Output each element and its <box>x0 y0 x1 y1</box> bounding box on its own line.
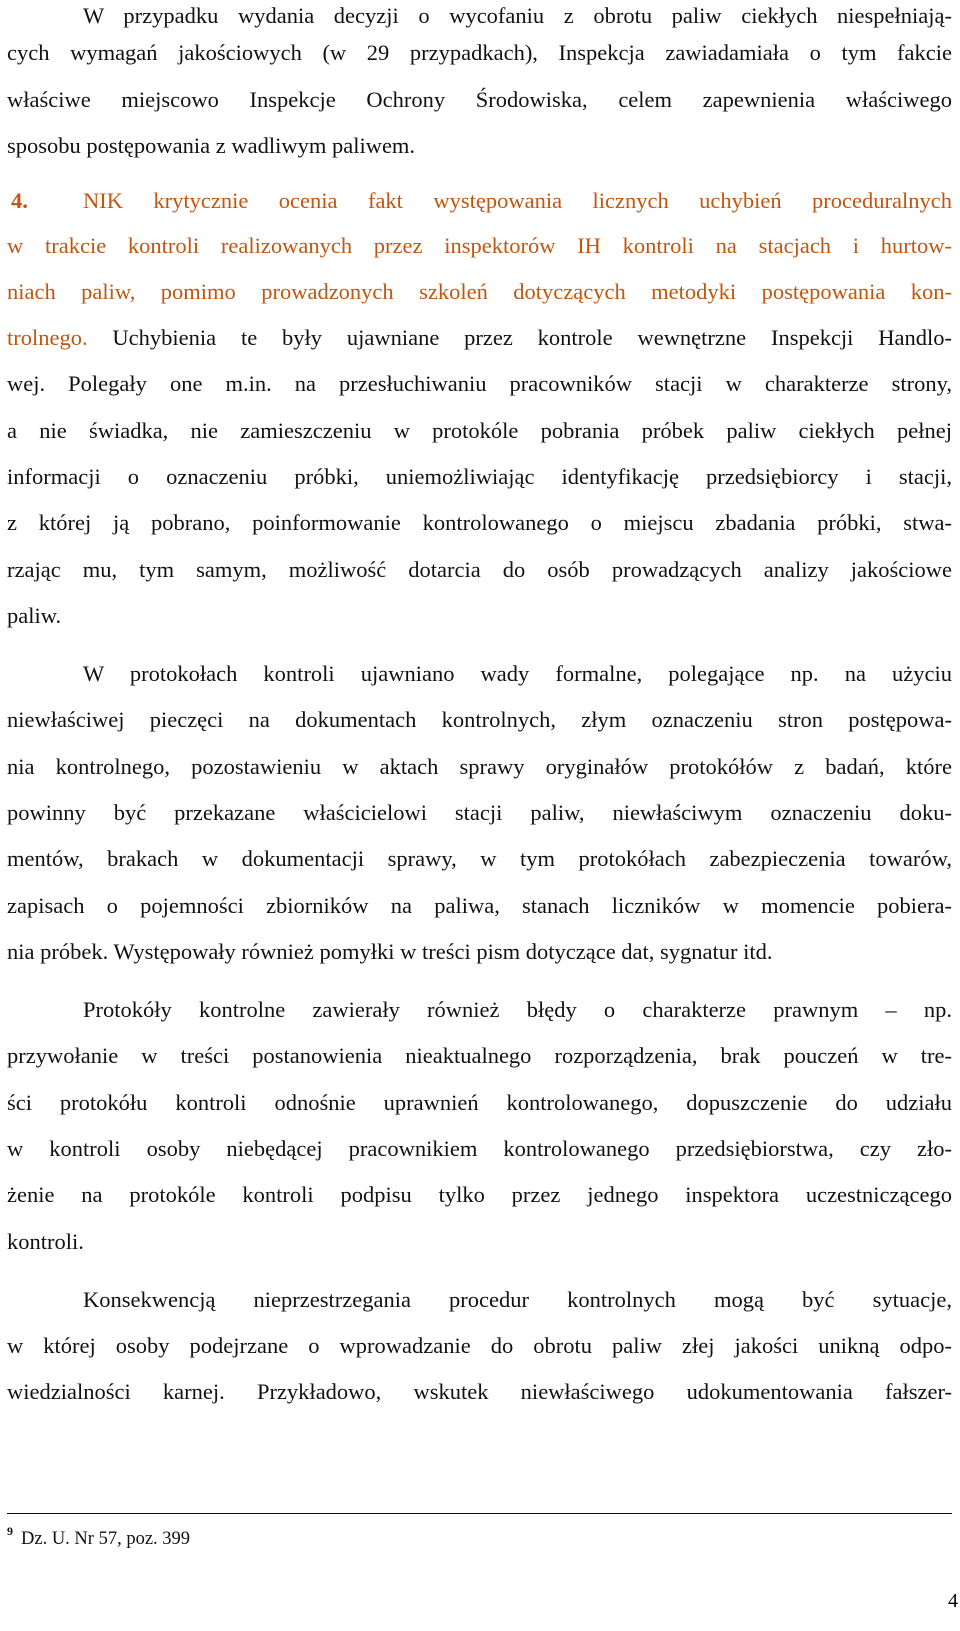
paragraph-2-line: paliw. <box>7 603 62 628</box>
paragraph-4-line: w kontroli osoby niebędącej pracownikiem kontrolowanego przedsiębiorstwa, czy zło- <box>7 1136 952 1161</box>
paragraph-4-line: Protokóły kontrolne zawierały również błędy o charakterze prawnym – np. <box>83 997 952 1022</box>
paragraph-3-line: nia kontrolnego, pozostawieniu w aktach sprawy oryginałów protokółów z badań, które <box>7 754 952 779</box>
point-number: 4. <box>11 188 28 213</box>
paragraph-1-line: sposobu postępowania z wadliwym paliwem. <box>7 133 416 158</box>
paragraph-3-line: W protokołach kontroli ujawniano wady formalne, polegające np. na użyciu <box>83 661 952 686</box>
paragraph-2-line: rzając mu, tym samym, możliwość dotarcia do osób prowadzących analizy jakościowe <box>7 557 952 582</box>
paragraph-1-line: cych wymagań jakościowych (w 29 przypadkach), Inspekcja zawiadamiała o tym fakcie <box>7 40 952 65</box>
paragraph-4-line: przywołanie w treści postanowienia nieaktualnego rozporządzenia, brak pouczeń w tre- <box>7 1043 952 1068</box>
footnote-rule <box>7 1513 952 1514</box>
page-number: 4 <box>948 1590 958 1612</box>
paragraph-3-line: niewłaściwej pieczęci na dokumentach kontrolnych, złym oznaczeniu stron postępowa- <box>7 707 952 732</box>
paragraph-5-line: Konsekwencją nieprzestrzegania procedur kontrolnych mogą być sytuacje, <box>83 1287 952 1312</box>
paragraph-5-line: wiedzialności karnej. Przykładowo, wskutek niewłaściwego udokumentowania fałszer- <box>7 1379 952 1404</box>
mixed-line <box>7 324 952 352</box>
paragraph-3-line: mentów, brakach w dokumentacji sprawy, w tym protokółach zabezpieczenia towarów, <box>7 846 952 871</box>
paragraph-3-line: powinny być przekazane właścicielowi stacji paliw, niewłaściwym oznaczeniu doku- <box>7 800 952 825</box>
paragraph-3-line: nia próbek. Występowały również pomyłki w treści pism dotyczące dat, sygnatur itd. <box>7 939 773 964</box>
paragraph-3-line: zapisach o pojemności zbiorników na paliwa, stanach liczników w momencie pobiera- <box>7 893 952 918</box>
paragraph-5-line: w której osoby podejrzane o wprowadzanie do obrotu paliw złej jakości unikną odpo- <box>7 1333 952 1358</box>
highlighted-fragment: trolnego. <box>7 325 88 350</box>
paragraph-1-line: W przypadku wydania decyzji o wycofaniu z obrotu paliw ciekłych niespełniają- <box>83 3 952 28</box>
footnote-marker: 9 <box>7 1524 13 1538</box>
paragraph-2-line: z której ją pobrano, poinformowanie kontrolowanego o miejscu zbadania próbki, stwa- <box>7 510 952 535</box>
footnote-text: Dz. U. Nr 57, poz. 399 <box>21 1529 191 1549</box>
plain-fragment: Uchybienia te były ujawniane przez kontrole wewnętrzne Inspekcji Handlo- <box>87 325 952 350</box>
paragraph-4-line: żenie na protokóle kontroli podpisu tylko przez jednego inspektora uczestniczącego <box>7 1182 952 1207</box>
highlighted-line: w trakcie kontroli realizowanych przez inspektorów IH kontroli na stacjach i hurtow- <box>7 233 952 258</box>
paragraph-2-line: informacji o oznaczeniu próbki, uniemożliwiając identyfikację przedsiębiorcy i stacji, <box>7 464 952 489</box>
paragraph-1-line: właściwe miejscowo Inspekcje Ochrony Środowiska, celem zapewnienia właściwego <box>7 87 952 112</box>
point-4-first-line <box>7 187 952 215</box>
paragraph-2-line: wej. Polegały one m.in. na przesłuchiwaniu pracowników stacji w charakterze strony, <box>7 371 952 396</box>
paragraph-4-line: kontroli. <box>7 1229 84 1254</box>
footnote <box>7 1524 190 1550</box>
highlighted-line: NIK krytycznie ocenia fakt występowania licznych uchybień proceduralnych <box>83 188 952 213</box>
paragraph-4-line: ści protokółu kontroli odnośnie uprawnień kontrolowanego, dopuszczenie do udziału <box>7 1090 952 1115</box>
paragraph-2-line: a nie świadka, nie zamieszczeniu w protokóle pobrania próbek paliw ciekłych pełnej <box>7 418 952 443</box>
highlighted-line: niach paliw, pomimo prowadzonych szkoleń dotyczących metodyki postępowania kon- <box>7 279 952 304</box>
